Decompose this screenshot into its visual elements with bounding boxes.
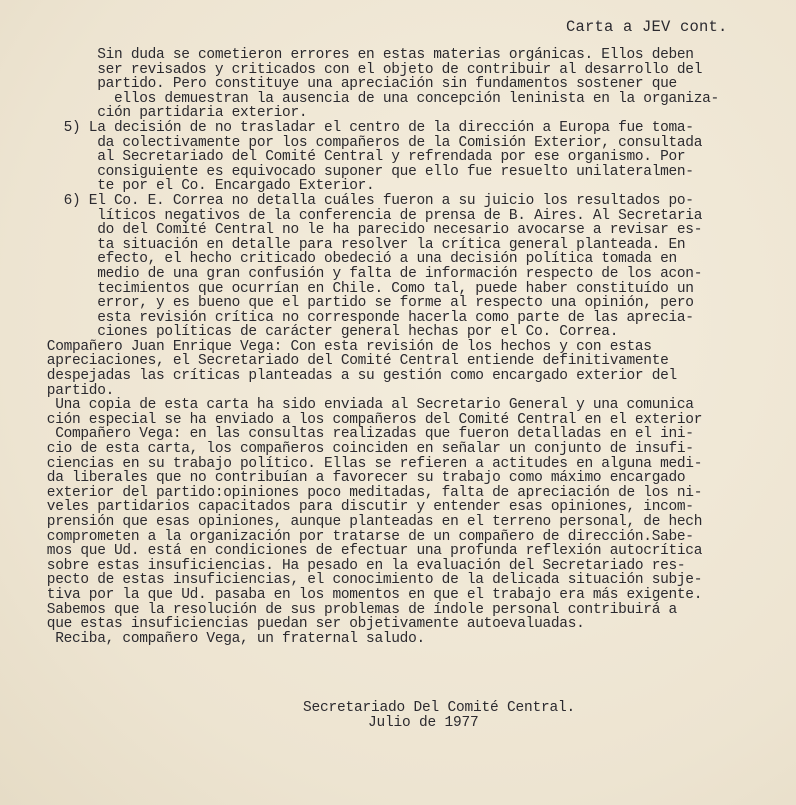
- text-line: líticos negativos de la conferencia de prensa de B. Aires. Al Secretaria: [30, 207, 703, 224]
- text-line: exterior del partido:opiniones poco meditadas, falta de apreciación de los ni-: [30, 484, 703, 501]
- text-line: Reciba, compañero Vega, un fraternal saludo.: [30, 630, 425, 647]
- text-line: que estas insuficiencias puedan ser objetivamente autoevaluadas.: [30, 616, 585, 633]
- text-line: 5) La decisión de no trasladar el centro de la dirección a Europa fue toma-: [30, 119, 694, 136]
- text-line: consiguiente es equivocado suponer que ello fue resuelto unilateralmen-: [30, 163, 694, 180]
- text-line: da colectivamente por los compañeros de la Comisión Exterior, consultada: [30, 134, 703, 151]
- text-line: pecto de estas insuficiencias, el conocimiento de la delicada situación subje-: [30, 572, 703, 589]
- text-line: mos que Ud. está en condiciones de efectuar una profunda reflexión autocrítica: [30, 543, 703, 560]
- text-line: sobre estas insuficiencias. Ha pesado en la evaluación del Secretariado res-: [30, 557, 686, 574]
- text-line: ciones políticas de carácter general hechas por el Co. Correa.: [30, 324, 619, 341]
- text-line: cio de esta carta, los compañeros coinciden en señalar un conjunto de insufi-: [30, 441, 694, 458]
- letter-body: [30, 48, 782, 646]
- text-line: al Secretariado del Comité Central y refrendada por ese organismo. Por: [30, 149, 686, 166]
- text-line: ción partidaria exterior.: [30, 105, 308, 122]
- text-line: veles partidarios capacitados para discutir y entender esas opiniones, incom-: [30, 499, 694, 516]
- text-line: ser revisados y criticados con el objeto de contribuir al desarrollo del: [30, 61, 703, 78]
- text-line: comprometen a la organización por tratarse de un compañero de dirección.Sabe-: [30, 528, 694, 545]
- text-line: Compañero Vega: en las consultas realizadas que fueron detalladas en el ini-: [30, 426, 694, 443]
- text-line: do del Comité Central no le ha parecido necesario avocarse a revisar es-: [30, 222, 703, 239]
- text-line: Compañero Juan Enrique Vega: Con esta revisión de los hechos y con estas: [30, 338, 652, 355]
- text-line: Una copia de esta carta ha sido enviada al Secretario General y una comunica: [30, 397, 694, 414]
- text-line: te por el Co. Encargado Exterior.: [30, 178, 375, 195]
- text-line: esta revisión crítica no corresponde hacerla como parte de las aprecia-: [30, 309, 694, 326]
- text-line: Sin duda se cometieron errores en estas materias orgánicas. Ellos deben: [30, 47, 694, 63]
- text-line: partido. Pero constituye una apreciación sin fundamentos sostener que: [30, 76, 677, 93]
- text-line: da liberales que no contribuían a favorecer su trabajo como máximo encargado: [30, 470, 686, 487]
- text-line: Sabemos que la resolución de sus problemas de índole personal contribuirá a: [30, 601, 677, 618]
- text-line: medio de una gran confusión y falta de información respecto de los acon-: [30, 265, 703, 282]
- text-line: tiva por la que Ud. pasaba en los momentos en que el trabajo era más exigente.: [30, 586, 703, 603]
- text-line: partido.: [30, 382, 115, 399]
- signature-date: Julio de 1977: [368, 715, 479, 731]
- text-line: 6) El Co. E. Correa no detalla cuáles fueron a su juicio los resultados po-: [30, 192, 694, 209]
- signature-org: Secretariado Del Comité Central.: [303, 700, 576, 716]
- text-line: ta situación en detalle para resolver la crítica general planteada. En: [30, 236, 686, 253]
- text-line: despejadas las críticas planteadas a su gestión como encargado exterior del: [30, 368, 677, 385]
- text-line: efecto, el hecho criticado obedeció a una decisión política tomada en: [30, 251, 677, 268]
- text-line: ellos demuestran la ausencia de una concepción leninista en la organiza-: [30, 90, 719, 107]
- text-line: prensión que esas opiniones, aunque planteadas en el terreno personal, de hech: [30, 514, 703, 530]
- page-header: Carta a JEV cont.: [566, 18, 728, 36]
- text-line: ción especial se ha enviado a los compañeros del Comité Central en el exterior: [30, 411, 703, 428]
- signature-block: [303, 701, 575, 731]
- text-line: apreciaciones, el Secretariado del Comité Central entiende definitivamente: [30, 353, 669, 370]
- text-line: error, y es bueno que el partido se forme al respecto una opinión, pero: [30, 295, 694, 312]
- text-line: ciencias en su trabajo político. Ellas se refieren a actitudes en alguna medi-: [30, 455, 703, 472]
- text-line: tecimientos que ocurrían en Chile. Como tal, puede haber constituído un: [30, 280, 694, 297]
